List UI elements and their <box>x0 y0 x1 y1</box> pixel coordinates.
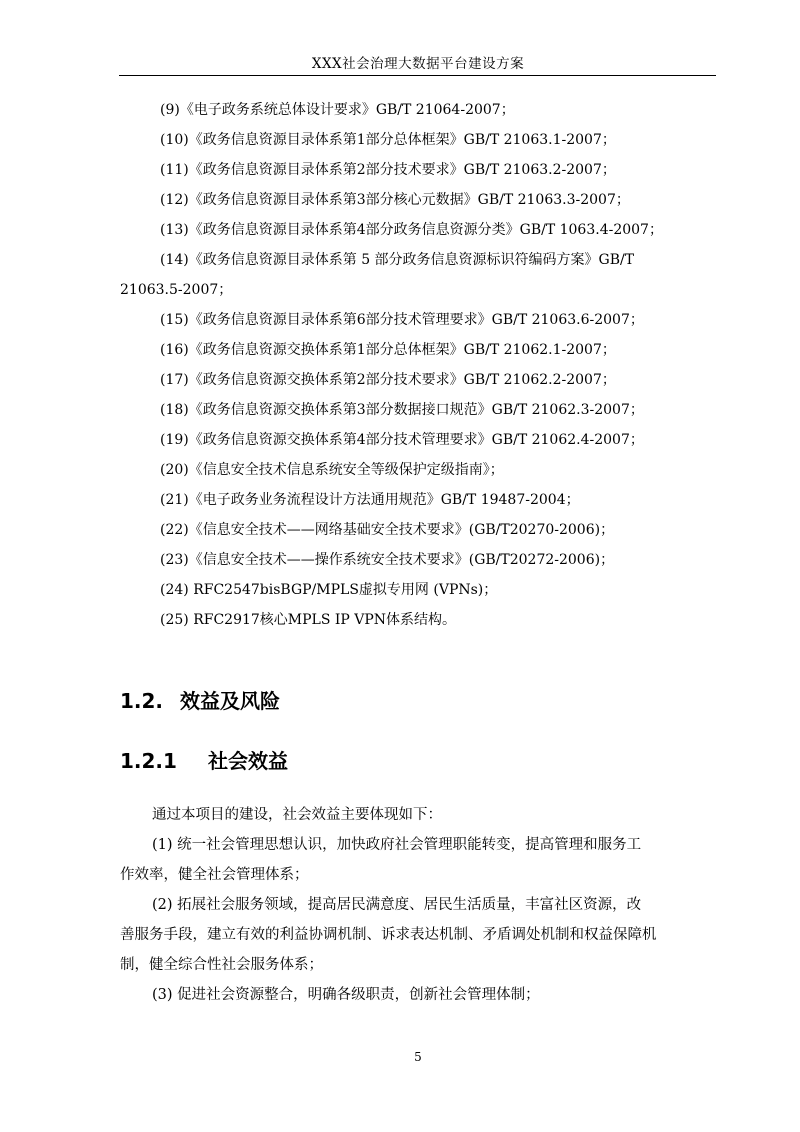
header-rule <box>119 75 716 76</box>
reference-item: (24) RFC2547bisBGP/MPLS虚拟专用网 (VPNs)； <box>160 582 498 598</box>
body-text <box>120 800 716 1010</box>
paragraph-line: (1) 统一社会管理思想认识，加快政府社会管理职能转变，提高管理和服务工 <box>152 837 642 853</box>
section-heading-1-2-1 <box>120 746 288 776</box>
section-number: 1.2. <box>120 689 164 713</box>
paragraph-line: 制，健全综合性社会服务体系； <box>120 957 323 973</box>
reference-item: (19)《政务信息资源交换体系第4部分技术管理要求》GB/T 21062.4-2007； <box>160 432 644 448</box>
section-number: 1.2.1 <box>120 749 177 773</box>
reference-item: (20)《信息安全技术信息系统安全等级保护定级指南》； <box>160 462 504 478</box>
section-heading-1-2 <box>120 686 280 716</box>
reference-item: (17)《政务信息资源交换体系第2部分技术要求》GB/T 21062.2-2007； <box>160 372 616 388</box>
paragraph-line: 作效率，健全社会管理体系； <box>120 867 309 883</box>
reference-item-continuation: 21063.5-2007； <box>120 282 233 298</box>
page-number: 5 <box>414 1050 422 1064</box>
reference-item: (11)《政务信息资源目录体系第2部分技术要求》GB/T 21063.2-2007； <box>160 162 616 178</box>
page-header-title: XXX社会治理大数据平台建设方案 <box>311 56 525 72</box>
reference-item: (9)《电子政务系统总体设计要求》GB/T 21064-2007； <box>160 102 515 118</box>
reference-item: (12)《政务信息资源目录体系第3部分核心元数据》GB/T 21063.3-2007； <box>160 192 630 208</box>
paragraph-line: (2) 拓展社会服务领域，提高居民满意度、居民生活质量，丰富社区资源，改 <box>152 897 642 913</box>
section-title: 效益及风险 <box>180 689 280 713</box>
reference-item: (21)《电子政务业务流程设计方法通用规范》GB/T 19487-2004； <box>160 492 580 508</box>
reference-item: (10)《政务信息资源目录体系第1部分总体框架》GB/T 21063.1-2007； <box>160 132 616 148</box>
paragraph-line: 通过本项目的建设，社会效益主要体现如下： <box>152 807 442 823</box>
reference-item: (22)《信息安全技术——网络基础安全技术要求》(GB/T20270-2006)； <box>160 522 615 538</box>
reference-list <box>120 95 716 635</box>
reference-item: (18)《政务信息资源交换体系第3部分数据接口规范》GB/T 21062.3-2007； <box>160 402 644 418</box>
reference-item: (15)《政务信息资源目录体系第6部分技术管理要求》GB/T 21063.6-2007； <box>160 312 644 328</box>
paragraph-line: 善服务手段，建立有效的利益协调机制、诉求表达机制、矛盾调处机制和权益保障机 <box>120 927 657 943</box>
section-title: 社会效益 <box>208 749 288 773</box>
reference-item: (23)《信息安全技术——操作系统安全技术要求》(GB/T20272-2006)； <box>160 552 615 568</box>
reference-item: (16)《政务信息资源交换体系第1部分总体框架》GB/T 21062.1-2007； <box>160 342 616 358</box>
paragraph-line: (3) 促进社会资源整合，明确各级职责，创新社会管理体制； <box>152 987 540 1003</box>
reference-item: (14)《政务信息资源目录体系第 5 部分政务信息资源标识符编码方案》GB/T <box>160 252 635 268</box>
reference-item: (25) RFC2917核心MPLS IP VPN体系结构。 <box>160 612 457 628</box>
reference-item: (13)《政务信息资源目录体系第4部分政务信息资源分类》GB/T 1063.4-2007； <box>160 222 663 238</box>
